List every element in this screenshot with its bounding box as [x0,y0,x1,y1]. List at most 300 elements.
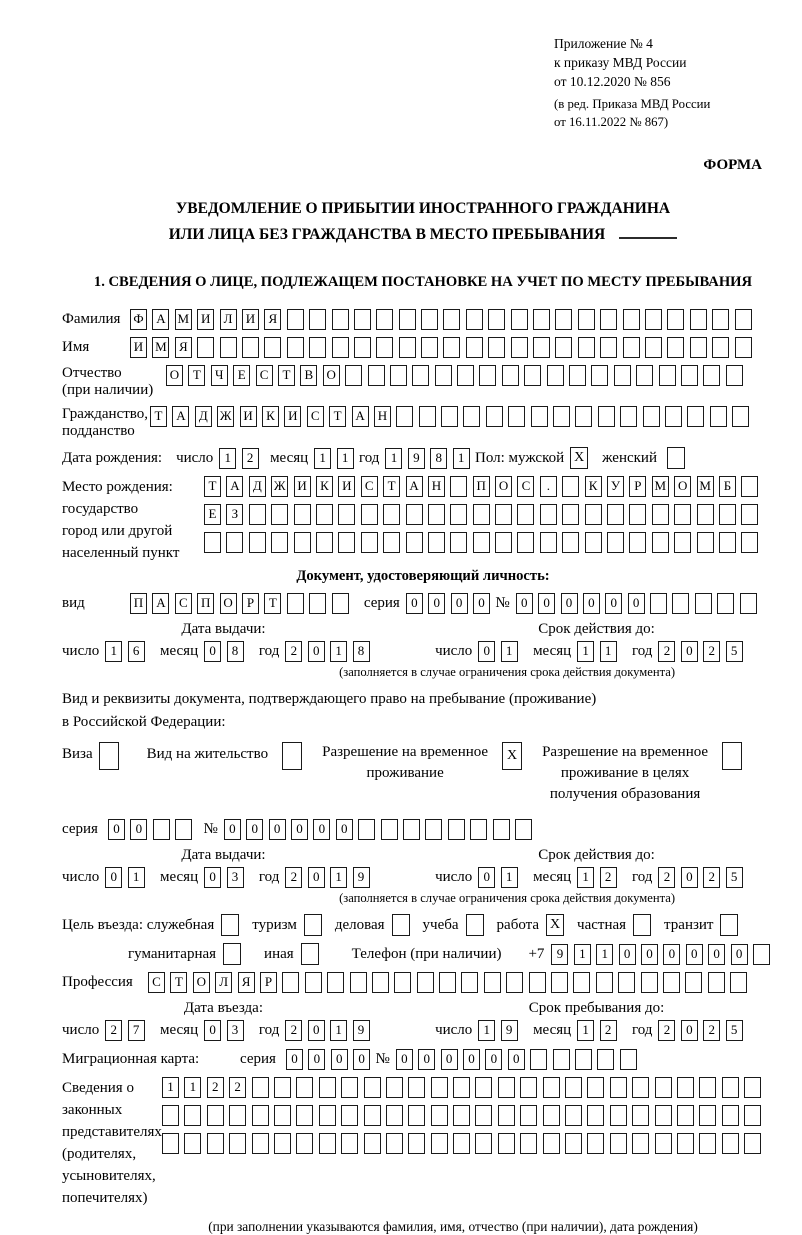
form-cell[interactable]: 1 [600,641,617,662]
form-cell[interactable] [719,532,736,553]
form-cell[interactable] [350,972,367,993]
form-cell[interactable]: 1 [337,448,354,469]
form-cell[interactable]: П [197,593,214,614]
form-cell[interactable] [575,1049,592,1070]
form-cell[interactable]: Л [220,309,237,330]
form-cell[interactable]: 0 [428,593,445,614]
form-cell[interactable] [412,365,429,386]
form-cell[interactable] [562,504,579,525]
form-cell[interactable] [614,365,631,386]
form-cell[interactable]: 0 [538,593,555,614]
form-cell[interactable]: 5 [726,641,743,662]
form-cell[interactable] [540,504,557,525]
form-cell[interactable]: З [226,504,243,525]
form-cell[interactable] [443,309,460,330]
form-cell[interactable]: 2 [600,867,617,888]
form-cell[interactable] [475,1077,492,1098]
form-cell[interactable] [162,1133,179,1154]
form-cell[interactable]: 2 [207,1077,224,1098]
form-cell[interactable] [441,406,458,427]
form-cell[interactable]: 0 [686,944,703,965]
form-cell[interactable] [562,532,579,553]
form-cell[interactable] [695,593,712,614]
form-cell[interactable] [722,1133,739,1154]
form-cell[interactable] [421,309,438,330]
form-cell[interactable]: К [262,406,279,427]
form-cell[interactable]: 0 [246,819,263,840]
form-cell[interactable] [394,972,411,993]
form-cell[interactable] [699,1133,716,1154]
form-cell[interactable]: 0 [641,944,658,965]
form-cell[interactable]: С [307,406,324,427]
form-cell[interactable]: 2 [703,1020,720,1041]
form-cell[interactable]: 0 [708,944,725,965]
form-cell[interactable] [473,504,490,525]
form-cell[interactable] [453,1105,470,1126]
form-cell[interactable]: 0 [605,593,622,614]
form-cell[interactable] [226,532,243,553]
form-cell[interactable] [431,1105,448,1126]
form-cell[interactable]: 0 [108,819,125,840]
form-cell[interactable] [204,532,221,553]
form-cell[interactable] [488,309,505,330]
form-cell[interactable]: 1 [105,641,122,662]
form-cell[interactable] [457,365,474,386]
form-cell[interactable]: А [226,476,243,497]
form-cell[interactable]: Р [629,476,646,497]
form-cell[interactable]: П [130,593,147,614]
form-cell[interactable] [543,1077,560,1098]
form-cell[interactable] [719,504,736,525]
form-cell[interactable]: О [674,476,691,497]
form-cell[interactable]: Т [329,406,346,427]
form-cell[interactable] [361,532,378,553]
form-cell[interactable] [551,972,568,993]
form-cell[interactable] [229,1105,246,1126]
form-cell[interactable] [390,365,407,386]
form-cell[interactable]: Т [204,476,221,497]
form-cell[interactable]: 0 [663,944,680,965]
form-cell[interactable] [543,1105,560,1126]
form-cell[interactable] [309,309,326,330]
form-cell[interactable]: Н [374,406,391,427]
form-cell[interactable] [207,1105,224,1126]
form-cell[interactable] [495,504,512,525]
form-cell[interactable] [645,309,662,330]
form-cell[interactable] [296,1077,313,1098]
form-cell[interactable]: 3 [227,1020,244,1041]
form-cell[interactable] [502,365,519,386]
form-cell[interactable]: 5 [726,1020,743,1041]
form-cell[interactable]: Ф [130,309,147,330]
form-cell[interactable]: 0 [451,593,468,614]
form-cell[interactable]: 0 [516,593,533,614]
form-cell[interactable] [655,1105,672,1126]
form-cell[interactable]: 2 [285,1020,302,1041]
form-cell[interactable] [569,365,586,386]
form-cell[interactable]: 0 [583,593,600,614]
form-cell[interactable] [466,309,483,330]
form-cell[interactable] [184,1105,201,1126]
form-cell[interactable] [596,972,613,993]
form-cell[interactable]: 2 [600,1020,617,1041]
form-cell[interactable] [573,972,590,993]
form-cell[interactable] [587,1105,604,1126]
form-cell[interactable] [652,532,669,553]
form-cell[interactable] [744,1133,761,1154]
temp-residence-edu-checkbox[interactable] [722,742,742,770]
form-cell[interactable]: 7 [128,1020,145,1041]
form-cell[interactable]: 0 [681,641,698,662]
form-cell[interactable] [703,365,720,386]
form-cell[interactable]: 0 [731,944,748,965]
form-cell[interactable] [607,504,624,525]
form-cell[interactable]: Я [175,337,192,358]
form-cell[interactable] [368,365,385,386]
form-cell[interactable] [529,972,546,993]
form-cell[interactable] [565,1133,582,1154]
form-cell[interactable] [406,504,423,525]
form-cell[interactable] [697,504,714,525]
form-cell[interactable] [674,504,691,525]
form-cell[interactable]: О [495,476,512,497]
form-cell[interactable]: М [697,476,714,497]
form-cell[interactable] [421,337,438,358]
form-cell[interactable] [685,972,702,993]
form-cell[interactable] [354,309,371,330]
form-cell[interactable] [730,972,747,993]
form-cell[interactable]: 2 [703,641,720,662]
purpose-other-checkbox[interactable] [301,943,319,965]
form-cell[interactable]: 0 [130,819,147,840]
form-cell[interactable]: У [607,476,624,497]
form-cell[interactable] [439,972,456,993]
form-cell[interactable] [712,337,729,358]
form-cell[interactable] [162,1105,179,1126]
form-cell[interactable] [508,406,525,427]
form-cell[interactable] [431,1077,448,1098]
form-cell[interactable] [636,365,653,386]
form-cell[interactable]: С [361,476,378,497]
form-cell[interactable] [699,1105,716,1126]
form-cell[interactable]: 1 [330,1020,347,1041]
form-cell[interactable] [287,593,304,614]
form-cell[interactable]: 0 [628,593,645,614]
form-cell[interactable] [419,406,436,427]
form-cell[interactable] [726,365,743,386]
form-cell[interactable] [332,309,349,330]
form-cell[interactable] [598,406,615,427]
title-blank-underline[interactable] [619,225,677,239]
form-cell[interactable] [610,1077,627,1098]
form-cell[interactable] [575,406,592,427]
form-cell[interactable] [341,1105,358,1126]
form-cell[interactable]: 0 [406,593,423,614]
form-cell[interactable]: К [585,476,602,497]
female-checkbox[interactable] [667,447,685,469]
form-cell[interactable] [443,337,460,358]
form-cell[interactable]: 0 [418,1049,435,1070]
form-cell[interactable]: О [166,365,183,386]
form-cell[interactable] [319,1133,336,1154]
form-cell[interactable]: 1 [501,867,518,888]
form-cell[interactable]: 0 [291,819,308,840]
form-cell[interactable]: 2 [229,1077,246,1098]
form-cell[interactable] [543,1133,560,1154]
form-cell[interactable] [632,1133,649,1154]
form-cell[interactable] [220,337,237,358]
form-cell[interactable] [553,406,570,427]
form-cell[interactable]: 0 [396,1049,413,1070]
form-cell[interactable] [495,532,512,553]
form-cell[interactable] [383,504,400,525]
form-cell[interactable]: 0 [308,641,325,662]
form-cell[interactable]: С [517,476,534,497]
form-cell[interactable] [207,1133,224,1154]
form-cell[interactable] [252,1105,269,1126]
form-cell[interactable] [358,819,375,840]
form-cell[interactable]: 1 [577,867,594,888]
form-cell[interactable] [585,504,602,525]
form-cell[interactable]: 0 [463,1049,480,1070]
form-cell[interactable] [629,532,646,553]
form-cell[interactable]: 2 [703,867,720,888]
form-cell[interactable] [364,1077,381,1098]
form-cell[interactable]: 0 [561,593,578,614]
form-cell[interactable] [735,309,752,330]
form-cell[interactable] [274,1133,291,1154]
form-cell[interactable] [484,972,501,993]
purpose-official-checkbox[interactable] [221,914,239,936]
form-cell[interactable] [555,337,572,358]
visa-checkbox[interactable] [99,742,119,770]
form-cell[interactable] [623,309,640,330]
form-cell[interactable] [578,309,595,330]
form-cell[interactable] [506,972,523,993]
form-cell[interactable] [453,1133,470,1154]
form-cell[interactable]: 0 [105,867,122,888]
form-cell[interactable] [511,337,528,358]
form-cell[interactable] [425,819,442,840]
form-cell[interactable] [252,1133,269,1154]
form-cell[interactable]: 0 [478,641,495,662]
form-cell[interactable] [287,309,304,330]
form-cell[interactable] [319,1077,336,1098]
form-cell[interactable] [316,504,333,525]
form-cell[interactable] [399,337,416,358]
form-cell[interactable] [741,476,758,497]
form-cell[interactable] [530,1049,547,1070]
form-cell[interactable] [600,309,617,330]
form-cell[interactable] [408,1077,425,1098]
form-cell[interactable] [620,406,637,427]
form-cell[interactable] [364,1105,381,1126]
form-cell[interactable] [431,1133,448,1154]
form-cell[interactable] [652,504,669,525]
form-cell[interactable] [305,972,322,993]
purpose-business-checkbox[interactable] [392,914,410,936]
form-cell[interactable] [690,337,707,358]
form-cell[interactable] [450,476,467,497]
form-cell[interactable]: Е [204,504,221,525]
form-cell[interactable]: 1 [577,1020,594,1041]
form-cell[interactable] [386,1133,403,1154]
form-cell[interactable] [309,593,326,614]
form-cell[interactable]: 0 [313,819,330,840]
form-cell[interactable] [741,532,758,553]
form-cell[interactable]: И [130,337,147,358]
form-cell[interactable] [712,309,729,330]
form-cell[interactable] [428,504,445,525]
form-cell[interactable] [520,1077,537,1098]
form-cell[interactable]: 1 [577,641,594,662]
form-cell[interactable] [282,972,299,993]
form-cell[interactable]: . [540,476,557,497]
form-cell[interactable] [197,337,214,358]
form-cell[interactable] [466,337,483,358]
form-cell[interactable]: 0 [478,867,495,888]
form-cell[interactable] [641,972,658,993]
residence-permit-checkbox[interactable] [282,742,302,770]
form-cell[interactable] [565,1105,582,1126]
form-cell[interactable]: 0 [441,1049,458,1070]
form-cell[interactable] [699,1077,716,1098]
form-cell[interactable] [565,1077,582,1098]
form-cell[interactable]: 0 [353,1049,370,1070]
form-cell[interactable] [562,476,579,497]
form-cell[interactable]: И [284,406,301,427]
form-cell[interactable] [744,1105,761,1126]
purpose-work-checkbox[interactable]: X [546,914,564,936]
form-cell[interactable] [327,972,344,993]
form-cell[interactable] [274,1105,291,1126]
form-cell[interactable]: 1 [330,867,347,888]
form-cell[interactable] [744,1077,761,1098]
form-cell[interactable] [364,1133,381,1154]
form-cell[interactable] [316,532,333,553]
purpose-private-checkbox[interactable] [633,914,651,936]
form-cell[interactable]: П [473,476,490,497]
male-checkbox[interactable]: X [570,447,588,469]
form-cell[interactable] [470,819,487,840]
form-cell[interactable]: 0 [204,641,221,662]
form-cell[interactable] [643,406,660,427]
form-cell[interactable] [672,593,689,614]
form-cell[interactable]: 2 [242,448,259,469]
form-cell[interactable]: 1 [501,641,518,662]
form-cell[interactable] [591,365,608,386]
form-cell[interactable] [531,406,548,427]
form-cell[interactable] [461,972,478,993]
form-cell[interactable]: М [652,476,669,497]
purpose-transit-checkbox[interactable] [720,914,738,936]
form-cell[interactable]: С [148,972,165,993]
form-cell[interactable] [677,1105,694,1126]
form-cell[interactable] [463,406,480,427]
form-cell[interactable]: 0 [331,1049,348,1070]
form-cell[interactable] [659,365,676,386]
form-cell[interactable] [486,406,503,427]
form-cell[interactable] [294,504,311,525]
form-cell[interactable] [578,337,595,358]
form-cell[interactable] [533,337,550,358]
form-cell[interactable] [740,593,757,614]
form-cell[interactable]: С [256,365,273,386]
form-cell[interactable] [610,1105,627,1126]
form-cell[interactable] [448,819,465,840]
form-cell[interactable] [517,504,534,525]
form-cell[interactable]: 1 [453,448,470,469]
form-cell[interactable] [524,365,541,386]
form-cell[interactable]: Д [195,406,212,427]
form-cell[interactable]: И [197,309,214,330]
purpose-tourism-checkbox[interactable] [304,914,322,936]
form-cell[interactable] [517,532,534,553]
form-cell[interactable]: Ж [217,406,234,427]
form-cell[interactable] [175,819,192,840]
form-cell[interactable]: 9 [353,1020,370,1041]
form-cell[interactable]: Б [719,476,736,497]
form-cell[interactable]: А [172,406,189,427]
form-cell[interactable]: 1 [184,1077,201,1098]
form-cell[interactable] [697,532,714,553]
form-cell[interactable] [677,1133,694,1154]
form-cell[interactable] [717,593,734,614]
form-cell[interactable]: 0 [473,593,490,614]
form-cell[interactable] [515,819,532,840]
form-cell[interactable]: 9 [501,1020,518,1041]
form-cell[interactable] [453,1077,470,1098]
form-cell[interactable] [341,1133,358,1154]
form-cell[interactable] [332,337,349,358]
form-cell[interactable] [690,309,707,330]
form-cell[interactable] [319,1105,336,1126]
form-cell[interactable]: 0 [336,819,353,840]
form-cell[interactable] [632,1077,649,1098]
form-cell[interactable] [271,504,288,525]
form-cell[interactable]: А [406,476,423,497]
form-cell[interactable] [450,504,467,525]
form-cell[interactable] [153,819,170,840]
form-cell[interactable] [687,406,704,427]
form-cell[interactable] [555,309,572,330]
form-cell[interactable] [428,532,445,553]
form-cell[interactable] [271,532,288,553]
form-cell[interactable]: 1 [162,1077,179,1098]
form-cell[interactable]: 0 [308,1049,325,1070]
form-cell[interactable] [296,1105,313,1126]
form-cell[interactable]: 0 [224,819,241,840]
form-cell[interactable] [498,1077,515,1098]
form-cell[interactable] [381,819,398,840]
form-cell[interactable]: 8 [227,641,244,662]
form-cell[interactable]: 0 [308,867,325,888]
form-cell[interactable] [533,309,550,330]
form-cell[interactable] [332,593,349,614]
form-cell[interactable] [309,337,326,358]
form-cell[interactable] [732,406,749,427]
form-cell[interactable] [607,532,624,553]
form-cell[interactable] [520,1105,537,1126]
form-cell[interactable]: 0 [485,1049,502,1070]
form-cell[interactable] [294,532,311,553]
form-cell[interactable] [547,365,564,386]
form-cell[interactable]: Ч [211,365,228,386]
form-cell[interactable]: 2 [285,641,302,662]
form-cell[interactable] [488,337,505,358]
form-cell[interactable] [629,504,646,525]
form-cell[interactable]: 8 [430,448,447,469]
